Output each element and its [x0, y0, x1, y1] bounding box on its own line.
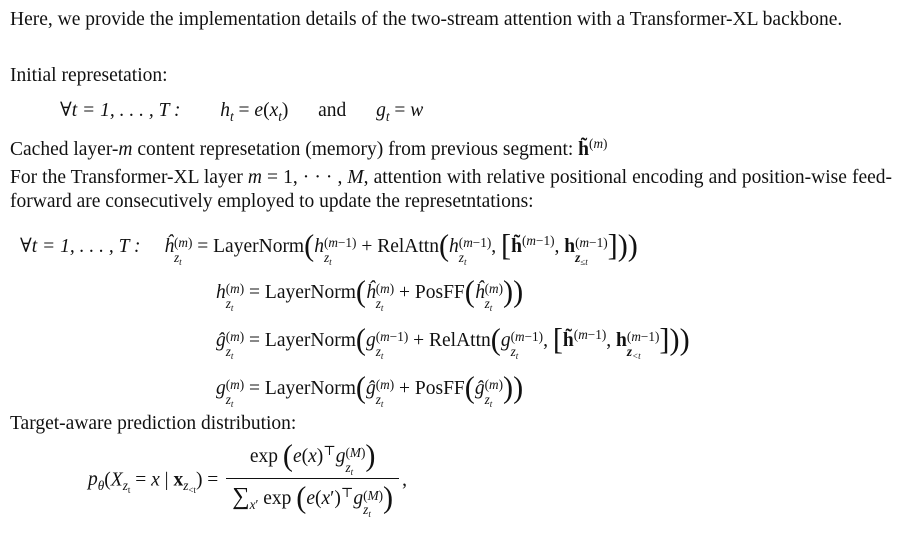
- relattn-1: RelAttn: [377, 236, 439, 257]
- equation-h-hat: ∀t = 1, . . . , T : ĥ (m) $z_t$ = LayerNorm(h (m−1) $z_t$ + RelAttn(h (m−1) $z_t$ , [h̃$^{(m-1)}$, h (m−1) $z_{\le t}$ ])): [20, 228, 638, 267]
- posff-2: PosFF: [414, 378, 465, 399]
- and-word: and: [318, 100, 347, 121]
- initial-representation-equation: ∀t = 1, . . . , T : $h_t = e(x_t)$ and $g_t = w$: [60, 100, 424, 124]
- exp-numerator: exp: [249, 446, 278, 467]
- layer-prefix: For the Transformer-XL layer: [10, 167, 248, 188]
- target-aware-label: Target-aware prediction distribution:: [10, 413, 297, 434]
- exp-denominator: exp: [263, 488, 292, 510]
- forall-block-range: ∀t = 1, . . . , T :: [20, 236, 141, 257]
- layernorm-3: LayerNorm: [264, 330, 356, 351]
- relattn-2: RelAttn: [428, 330, 491, 351]
- prediction-fraction: exp (e(x)⊤g (M) $z_t$ ) $\sum_{x'}$ exp (e(x′)⊤g (M) $z_t$ ): [226, 446, 399, 516]
- cached-prefix: Cached layer-: [10, 139, 119, 160]
- forall-range: ∀t = 1, . . . , T :: [60, 100, 181, 121]
- layer-update-paragraph: For the Transformer-XL layer m = 1, · · · , M, attention with relative positional encoding and position-wise feed-forward are consecutively employed to update the represetntations:: [10, 167, 893, 212]
- intro-paragraph: Here, we provide the implementation details of the two-stream attention with a Transformer-XL backbone.: [10, 9, 843, 30]
- posff-1: PosFF: [414, 282, 465, 303]
- equation-prediction: $p_\theta(X_{z_t} = x$ | $x_{z_{<t}}$) = exp (e(x)⊤g (M) $z_t$ ) $\sum_{x'}$ exp (e(x′)⊤g (M) $z_t$ ) ,: [88, 438, 407, 519]
- initial-representation-label: Initial represetation:: [10, 65, 168, 86]
- cached-mid: content represetation (memory) from previous segment:: [132, 139, 579, 160]
- equation-g: g (m) $z_t$ = LayerNorm(ĝ (m) $z_t$ + PosFF(ĝ (m) $z_t$ )): [216, 370, 524, 409]
- layernorm-1: LayerNorm: [213, 236, 305, 257]
- layernorm-2: LayerNorm: [264, 282, 356, 303]
- equation-g-hat: ĝ (m) $z_t$ = LayerNorm(g (m−1) $z_t$ + RelAttn(g (m−1) $z_t$ , [h̃$^{(m-1)}$, h (m−1) $z_{<t}$ ])): [216, 322, 690, 361]
- equation-h: h (m) $z_t$ = LayerNorm(ĥ (m) $z_t$ + PosFF(ĥ (m) $z_t$ )): [216, 274, 524, 313]
- layernorm-4: LayerNorm: [264, 378, 356, 399]
- layer-suffix: , attention with relative positional encoding and position-wise feed-forward are consecutively employed to update the represetntations:: [10, 167, 893, 212]
- cached-memory-line: Cached layer-m content represetation (memory) from previous segment: h̃$^{(m)}$: [10, 135, 608, 160]
